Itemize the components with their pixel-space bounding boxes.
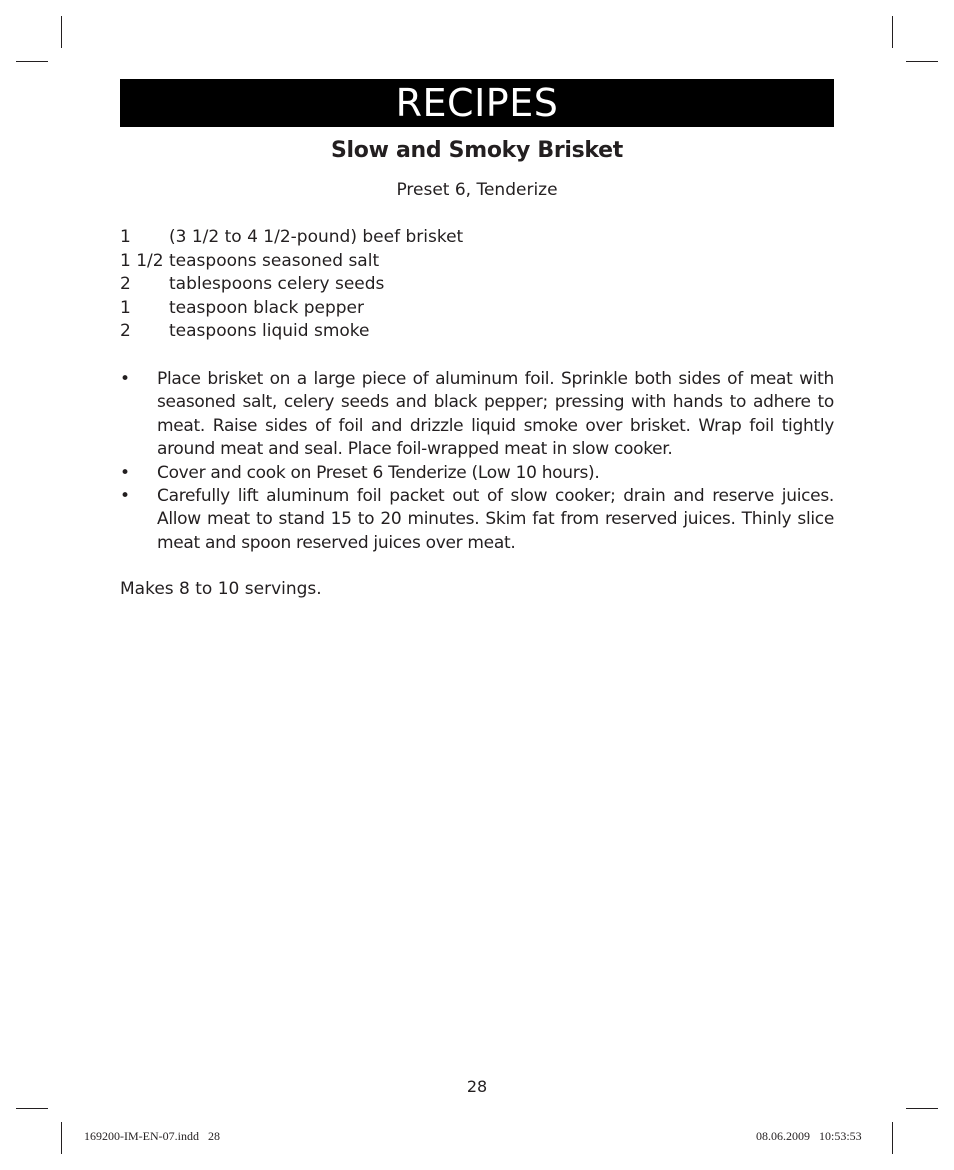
- print-slug-timestamp: 08.06.2009 10:53:53: [756, 1129, 862, 1143]
- crop-mark-bottom-right-horizontal: [906, 1108, 938, 1109]
- crop-mark-bottom-left-horizontal: [16, 1108, 48, 1109]
- instruction-step: [120, 368, 834, 462]
- instruction-text: Carefully lift aluminum foil packet out of slow cooker; drain and reserve juices. Allow meat to stand 15 to 20 minutes. Skim fat from reserved juices. Thinly slice meat and spoon reserved juices over meat.: [157, 486, 834, 553]
- recipe-title: Slow and Smoky Brisket: [330, 138, 624, 163]
- crop-mark-top-right-horizontal: [906, 61, 938, 62]
- servings-note: Makes 8 to 10 servings.: [120, 579, 322, 599]
- ingredient-description: teaspoon black pepper: [169, 297, 364, 318]
- section-title: RECIPES: [395, 81, 559, 125]
- crop-mark-top-left-vertical: [61, 16, 62, 48]
- ingredient-quantity: 1: [120, 297, 131, 318]
- bullet-icon: •: [120, 462, 131, 483]
- instruction-list: [120, 368, 834, 555]
- bullet-icon: •: [120, 369, 131, 389]
- instruction-step: [120, 485, 834, 555]
- instruction-text: Place brisket on a large piece of aluminum foil. Sprinkle both sides of meat with seasoned salt, celery seeds and black pepper; pressing with hands to adhere to meat. Raise sides of foil and drizzle liquid smoke over brisket. Wrap foil tightly around meat and seal. Place foil-wrapped meat in slow cooker.: [157, 369, 834, 460]
- ingredient-row: [120, 226, 834, 250]
- ingredient-description: teaspoons liquid smoke: [169, 321, 370, 341]
- ingredient-quantity: 2: [120, 274, 131, 294]
- crop-mark-top-right-vertical: [892, 16, 893, 48]
- ingredient-list: [120, 226, 834, 344]
- instruction-text: Cover and cook on Preset 6 Tenderize (Low 10 hours).: [157, 462, 600, 483]
- ingredient-row: [120, 273, 834, 297]
- ingredient-row: [120, 250, 834, 274]
- page-number: 28: [466, 1077, 488, 1096]
- crop-mark-top-left-horizontal: [16, 61, 48, 62]
- ingredient-description: tablespoons celery seeds: [169, 274, 385, 294]
- ingredient-quantity: 2: [120, 321, 131, 341]
- section-banner: [120, 79, 834, 127]
- ingredient-description: teaspoons seasoned salt: [169, 250, 380, 271]
- ingredient-quantity: 1: [120, 227, 131, 247]
- ingredient-row: [120, 297, 834, 321]
- crop-mark-bottom-right-vertical: [892, 1122, 893, 1154]
- ingredient-quantity: 1 1/2: [120, 250, 164, 271]
- print-slug-file: 169200-IM-EN-07.indd 28: [84, 1129, 220, 1143]
- instruction-step: [120, 462, 834, 485]
- ingredient-row: [120, 320, 834, 344]
- ingredient-description: (3 1/2 to 4 1/2-pound) beef brisket: [169, 227, 464, 247]
- recipe-preset: Preset 6, Tenderize: [396, 180, 558, 200]
- bullet-icon: •: [120, 486, 131, 507]
- crop-mark-bottom-left-vertical: [61, 1122, 62, 1154]
